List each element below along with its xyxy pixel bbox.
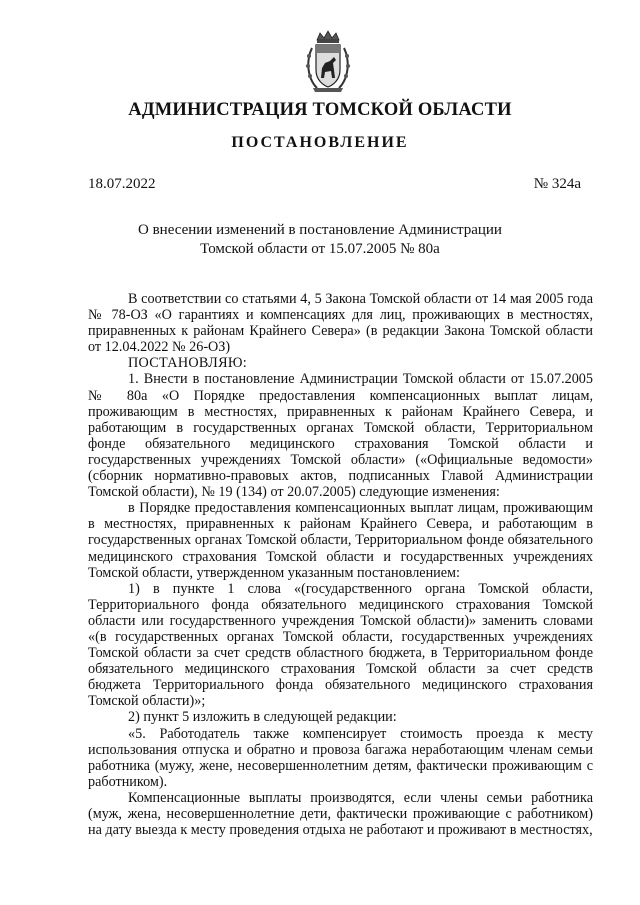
body-paragraph: В соответствии со статьями 4, 5 Закона Томской области от 14 мая 2005 года № 78-ОЗ «О гарантиях и компенсациях для лиц, проживающих в местностях, приравненных к районам Крайнего Севера» (в редакции Закона Томской области от 12.04.2022 № 26-ОЗ) <box>88 291 593 356</box>
body-paragraph: Компенсационные выплаты производятся, если члены семьи работника (муж, жена, несовершеннолетние дети, фактически проживающие с работником) на дату выезда к месту проведения отдыха не работают и проживают в местностях, <box>88 789 593 839</box>
document-number: № 324а <box>533 176 581 192</box>
body-paragraph: 1. Внести в постановление Администрации Томской области от 15.07.2005 № 80а «О Порядке предоставления компенсационных выплат лицам, проживающим в местностях, приравненных к районам Крайнего Севера, и работающим в государственных органах Томской области, Территориальном фонде обязательного медицинского страхования Томской области и государственных учреждениях Томской области» («Официальные ведомости» (сборник нормативно-правовых актов, подписанных Главой Администрации Томской области), № 19 (134) от 20.07.2005) следующие изменения: <box>88 371 593 501</box>
document-body <box>88 291 593 838</box>
body-paragraph: 2) пункт 5 изложить в следующей редакции: <box>128 709 397 726</box>
body-paragraph: в Порядке предоставления компенсационных выплат лицам, проживающим в местностях, приравненных к районам Крайнего Севера, и работающим в государственных органах Томской области, Территориальном фонде обязательного медицинского страхования Томской области и государственных учреждениях Томской области, утвержденном указанным постановлением: <box>88 500 593 581</box>
document-date: 18.07.2022 <box>88 176 156 192</box>
body-paragraph: 1) в пункте 1 слова «(государственного органа Томской области, Территориального фонда обязательного медицинского страхования Томской области или государственного учреждения Томской области)» заменить словами «(в государственных органах Томской области, государственных учреждениях Томской области за счет средств областного бюджета, в Территориальном фонде обязательного медицинского страхования Томской области за счет средств бюджета Территориального фонда обязательного медицинского страхования Томской области)»; <box>88 580 593 710</box>
body-paragraph: «5. Работодатель также компенсирует стоимость проезда к месту использования отпуска и обратно и провоза багажа неработающим членам семьи работника (мужу, жене, несовершеннолетним детям, фактически проживающим с работником). <box>88 725 593 790</box>
decree-heading: ПОСТАНОВЛЯЮ: <box>128 355 247 372</box>
subject-line: О внесении изменений в постановление Администрации <box>138 222 502 238</box>
subject-line: Томской области от 15.07.2005 № 80а <box>200 241 440 257</box>
document-type: ПОСТАНОВЛЕНИЕ <box>231 134 409 151</box>
organization-name: АДМИНИСТРАЦИЯ ТОМСКОЙ ОБЛАСТИ <box>128 100 512 120</box>
document-subject <box>100 221 540 259</box>
coat-of-arms-icon <box>303 30 353 94</box>
